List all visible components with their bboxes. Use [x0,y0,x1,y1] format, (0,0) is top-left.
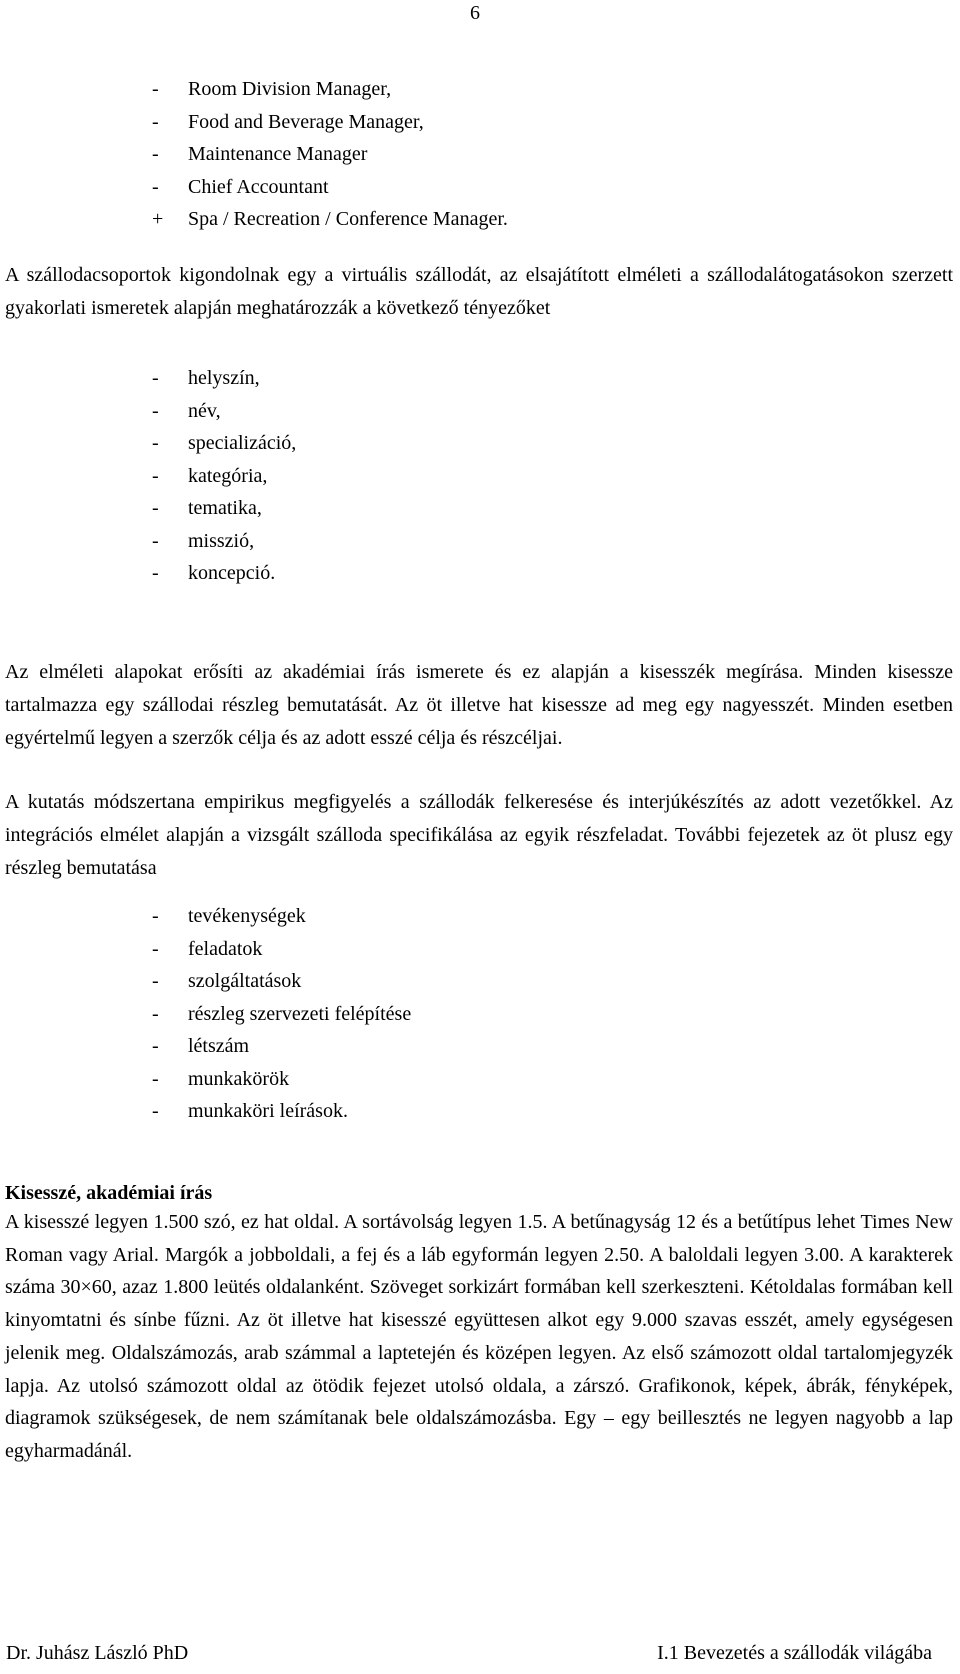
theory-paragraph: Az elméleti alapokat erősíti az akadémiai írás ismerete és ez alapján a kisesszék megírása. Minden kisessze tartalmazza egy szállodai részleg bemutatását. Az öt illetve hat kisessze ad meg egy nagyesszét. Minden esetben egyértelmű legyen a szerzők célja és az adott esszé célja és részcéljai. [5,661,953,749]
list-item [152,998,411,1031]
list-item [152,73,508,106]
list-item-text: Maintenance Manager [188,143,368,165]
footer-chapter: I.1 Bevezetés a szállodák világába [657,1642,932,1664]
research-paragraph: A kutatás módszertana empirikus megfigyelés a szállodák felkeresése és interjúkészítés az adott vezetőkkel. Az integrációs elmélet alapján a vizsgált szálloda specifikálása az egyik részfeladat. További fejezetek az öt plusz egy részleg bemutatása [5,791,953,879]
list-item [152,203,508,236]
list-marker: + [152,208,164,230]
list-marker: - [152,529,159,552]
page-number: 6 [470,2,480,24]
list-item [152,1030,411,1063]
list-item [152,460,296,493]
list-item [152,171,508,204]
list-item [152,900,411,933]
list-item-text: helyszín, [188,367,260,389]
list-item [152,492,296,525]
chapters-list [152,900,411,1128]
list-item-text: koncepció. [188,562,276,584]
list-item [152,138,508,171]
list-marker: - [152,432,159,454]
list-marker: - [152,497,159,519]
list-item-text: tematika, [188,497,262,519]
section-heading: Kisesszé, akadémiai írás [5,1182,213,1204]
list-item-text: Food and Beverage Manager, [188,110,424,133]
list-item-text: név, [188,399,221,422]
list-item-text: Room Division Manager, [188,78,392,100]
list-item [152,965,411,998]
list-item-text: munkaköri leírások. [188,1100,348,1122]
list-marker: - [152,110,159,133]
list-marker: - [152,78,159,100]
list-item [152,106,508,139]
intro-paragraph: A szállodacsoportok kigondolnak egy a virtuális szállodát, az elsajátított elméleti a szállodalátogatásokon szerzett gyakorlati ismeretek alapján meghatározzák a következő tényezőket [5,264,953,319]
list-item-text: részleg szervezeti felépítése [188,1002,412,1025]
list-item-text: specializáció, [188,432,297,454]
list-marker: - [152,905,159,927]
list-item [152,1095,411,1128]
list-marker: - [152,1002,159,1025]
list-item [152,557,296,590]
list-item-text: tevékenységek [188,905,306,927]
essay-rules-paragraph: A kisesszé legyen 1.500 szó, ez hat oldal. A sortávolság legyen 1.5. A betűnagyság 12 és a betűtípus lehet Times New Roman vagy Arial. Margók a jobboldali, a fej és a láb egyformán legyen 2.50. A baloldali legyen 3.00. A karakterek száma 30×60, azaz 1.800 leütés oldalanként. Szöveget sorkizárt formában kell szerkeszteni. Kétoldalas formában kell kinyomtatni és sínbe fűzni. Az öt illetve hat kisesszé együttesen alkot egy 9.000 szavas esszét, amely egységesen jelenik meg. Oldalszámozás, arab számmal a laptetején és középen legyen. Az első számozott oldal tartalomjegyzék lapja. Az utolsó számozott oldal az ötödik fejezet utolsó oldala, a zárszó. Grafikonok, képek, ábrák, fényképek, diagramok szükségesek, de nem számítanak bele oldalszámozásba. Egy – egy beillesztés ne legyen nagyobb a lap egyharmadánál. [5,1211,953,1462]
list-marker: - [152,937,159,960]
list-item [152,525,296,558]
list-marker: - [152,1100,159,1122]
list-item-text: létszám [188,1035,250,1057]
footer-author: Dr. Juhász László PhD [6,1642,189,1664]
list-marker: - [152,970,159,992]
list-item-text: feladatok [188,937,263,960]
list-marker: - [152,1067,159,1090]
list-item-text: Chief Accountant [188,175,329,198]
list-item-text: Spa / Recreation / Conference Manager. [188,208,508,230]
list-item-text: misszió, [188,529,255,552]
managers-list [152,73,508,236]
list-marker: - [152,1035,159,1057]
list-marker: - [152,143,159,165]
list-item [152,933,411,966]
list-item [152,362,296,395]
list-marker: - [152,562,159,584]
list-item-text: kategória, [188,464,268,487]
list-item [152,427,296,460]
list-marker: - [152,175,159,198]
list-marker: - [152,464,159,487]
list-marker: - [152,367,159,389]
list-item-text: munkakörök [188,1067,290,1090]
list-item [152,395,296,428]
list-marker: - [152,399,159,422]
factors-list [152,362,296,590]
list-item-text: szolgáltatások [188,970,302,992]
list-item [152,1063,411,1096]
